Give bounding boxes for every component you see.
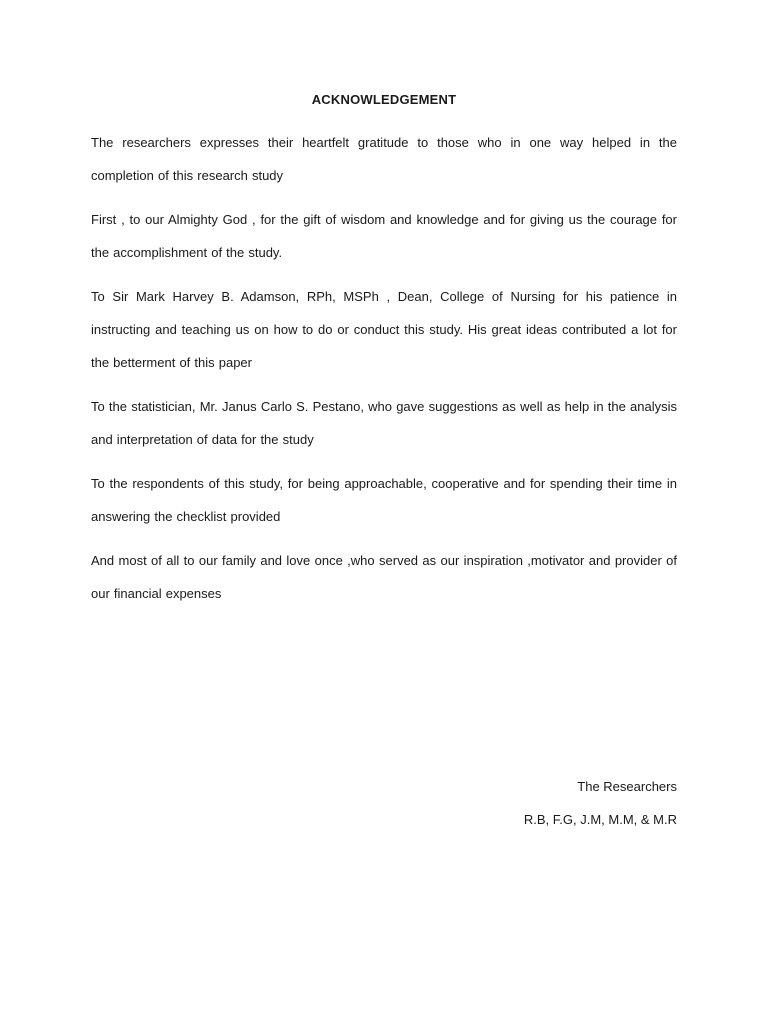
signature-label: The Researchers — [577, 779, 677, 794]
paragraph-intro: The researchers expresses their heartfelt gratitude to those who in one way helped in the completion of this research study — [91, 135, 677, 183]
paragraph-respondents: To the respondents of this study, for being approachable, cooperative and for spending their time in answering the checklist provided — [91, 476, 677, 524]
paragraph-god: First , to our Almighty God , for the gift of wisdom and knowledge and for giving us the courage for the accomplishment of the study. — [91, 212, 677, 260]
paragraph-statistician: To the statistician, Mr. Janus Carlo S. Pestano, who gave suggestions as well as help in the analysis and interpretation of data for the study — [91, 399, 677, 447]
paragraph-dean: To Sir Mark Harvey B. Adamson, RPh, MSPh , Dean, College of Nursing for his patience in instructing and teaching us on how to do or conduct this study. His great ideas contributed a lot for the betterment of this paper — [91, 289, 677, 370]
signature-block — [524, 770, 677, 836]
paragraph-family: And most of all to our family and love once ,who served as our inspiration ,motivator and provider of our financial expenses — [91, 553, 677, 601]
page-title: ACKNOWLEDGEMENT — [311, 92, 457, 107]
signature-initials: R.B, F.G, J.M, M.M, & M.R — [523, 812, 677, 827]
acknowledgement-body — [91, 126, 677, 621]
